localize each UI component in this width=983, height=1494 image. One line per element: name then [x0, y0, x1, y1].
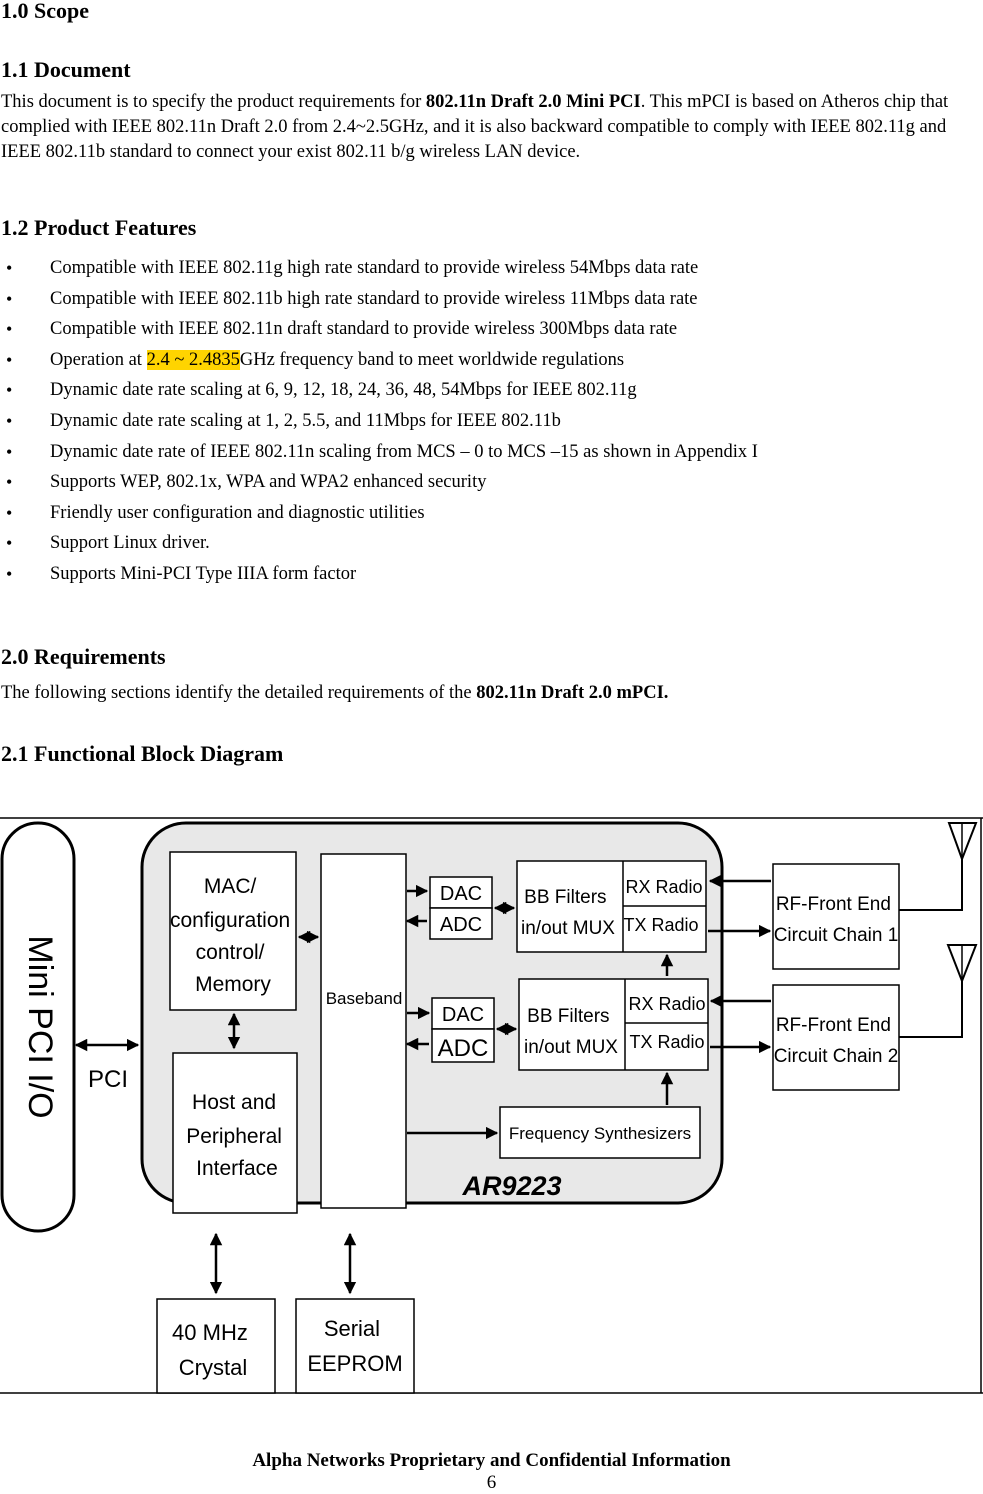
- bullet: •: [6, 258, 13, 278]
- frequency-highlight: 2.4 ~ 2.4835: [146, 349, 240, 370]
- eeprom-block: [296, 1299, 414, 1393]
- document-text-cont: . This mPCI is based on Atheros chip that complied with IEEE 802.11n Draft 2.0 from 2.4~2.5GHz, and it is also backward compatible to comply with IEEE 802.11g and IEEE 802.11b standard to connect your exist 802.11 b/g wireless LAN device.: [1, 92, 949, 162]
- feature-text: Dynamic date rate scaling at 6, 9, 12, 18, 24, 36, 48, 54Mbps for IEEE 802.11g: [50, 380, 637, 401]
- heading-requirements: 2.0 Requirements: [1, 644, 166, 669]
- adc-label-1: ADC: [439, 914, 483, 936]
- dac-label-2: DAC: [441, 1004, 485, 1026]
- bullet: •: [6, 441, 13, 462]
- bullet: •: [6, 410, 13, 431]
- feature-text: Dynamic date rate scaling at 1, 2, 5.5, and 11Mbps for IEEE 802.11b: [50, 410, 561, 431]
- feature-text: Supports Mini-PCI Type IIIA form factor: [50, 563, 357, 584]
- mac-label: MAC/ configuration control/ Memory: [169, 875, 291, 996]
- bb-filters-label-1: BB Filters in/out MUX: [521, 887, 615, 939]
- feature-text: Friendly user configuration and diagnostic utilities: [50, 502, 425, 523]
- bb-filters-label-2: BB Filters in/out MUX: [524, 1006, 618, 1058]
- chip-label: AR9223: [462, 1171, 562, 1201]
- bullet: •: [6, 472, 13, 493]
- feature-text: Supports WEP, 802.1x, WPA and WPA2 enhanced security: [50, 472, 487, 493]
- dac-label-1: DAC: [439, 883, 483, 905]
- antenna-icon: [899, 823, 976, 910]
- document-text: This document is to specify the product requirements for: [1, 92, 426, 112]
- feature-text: Compatible with IEEE 802.11n draft standard to provide wireless 300Mbps data rate: [50, 319, 678, 340]
- rx-radio-label-1: RX Radio: [625, 877, 703, 897]
- heading-product-features: 1.2 Product Features: [1, 215, 197, 240]
- pci-label: PCI: [87, 1066, 129, 1093]
- crystal-label: 40 MHz Crystal: [172, 1320, 248, 1380]
- requirements-text: The following sections identify the detailed requirements of the: [1, 683, 477, 703]
- rf-front-end-label-2: RF-Front End Circuit Chain 2: [773, 1015, 899, 1067]
- tx-radio-label-2: TX Radio: [629, 1032, 705, 1052]
- product-name: 802.11n Draft 2.0 Mini PCI: [425, 92, 641, 112]
- feature-text-suffix: GHz frequency band to meet worldwide regulations: [239, 349, 625, 370]
- rf-front-end-chain-1: [773, 864, 899, 969]
- bullet: •: [6, 502, 13, 523]
- feature-text: Support Linux driver.: [50, 533, 210, 554]
- feature-text: [50, 347, 624, 373]
- host-label: Host and Peripheral Interface: [186, 1091, 282, 1180]
- functional-block-diagram: [0, 817, 983, 1395]
- tx-radio-label-1: TX Radio: [623, 915, 699, 935]
- document-paragraph: [1, 90, 976, 165]
- page-number: 6: [486, 1472, 497, 1493]
- bullet: •: [6, 533, 13, 554]
- mini-pci-io-label: Mini PCI I/O: [21, 935, 60, 1119]
- adc-label-2: ADC: [437, 1035, 489, 1062]
- rf-front-end-chain-2: [773, 985, 899, 1090]
- product-name-short: 802.11n Draft 2.0 mPCI.: [476, 683, 669, 703]
- feature-text: Compatible with IEEE 802.11g high rate standard to provide wireless 54Mbps data rate: [50, 258, 699, 278]
- feature-text-prefix: Operation at: [50, 349, 147, 370]
- bullet: •: [6, 319, 13, 340]
- frequency-synthesizers-label: Frequency Synthesizers: [508, 1124, 692, 1143]
- rx-radio-label-2: RX Radio: [628, 994, 706, 1014]
- requirements-paragraph: [1, 681, 976, 706]
- bullet: •: [6, 288, 13, 309]
- antenna-icon: [899, 945, 976, 1037]
- heading-document: 1.1 Document: [1, 57, 131, 82]
- footer-confidential: Alpha Networks Proprietary and Confidential Information: [252, 1450, 731, 1471]
- baseband-block: [321, 854, 406, 1208]
- baseband-label: Baseband: [325, 989, 403, 1008]
- heading-scope: 1.0 Scope: [1, 0, 89, 23]
- feature-text: Dynamic date rate of IEEE 802.11n scaling from MCS – 0 to MCS –15 as shown in Appendix I: [50, 441, 758, 462]
- bullet: •: [6, 563, 13, 584]
- heading-block-diagram: 2.1 Functional Block Diagram: [1, 741, 284, 766]
- bullet: •: [6, 380, 13, 401]
- rf-front-end-label-1: RF-Front End Circuit Chain 1: [773, 894, 899, 946]
- feature-text: Compatible with IEEE 802.11b high rate standard to provide wireless 11Mbps data rate: [50, 288, 698, 309]
- bullet: •: [6, 349, 13, 370]
- eeprom-label: Serial EEPROM: [307, 1316, 403, 1376]
